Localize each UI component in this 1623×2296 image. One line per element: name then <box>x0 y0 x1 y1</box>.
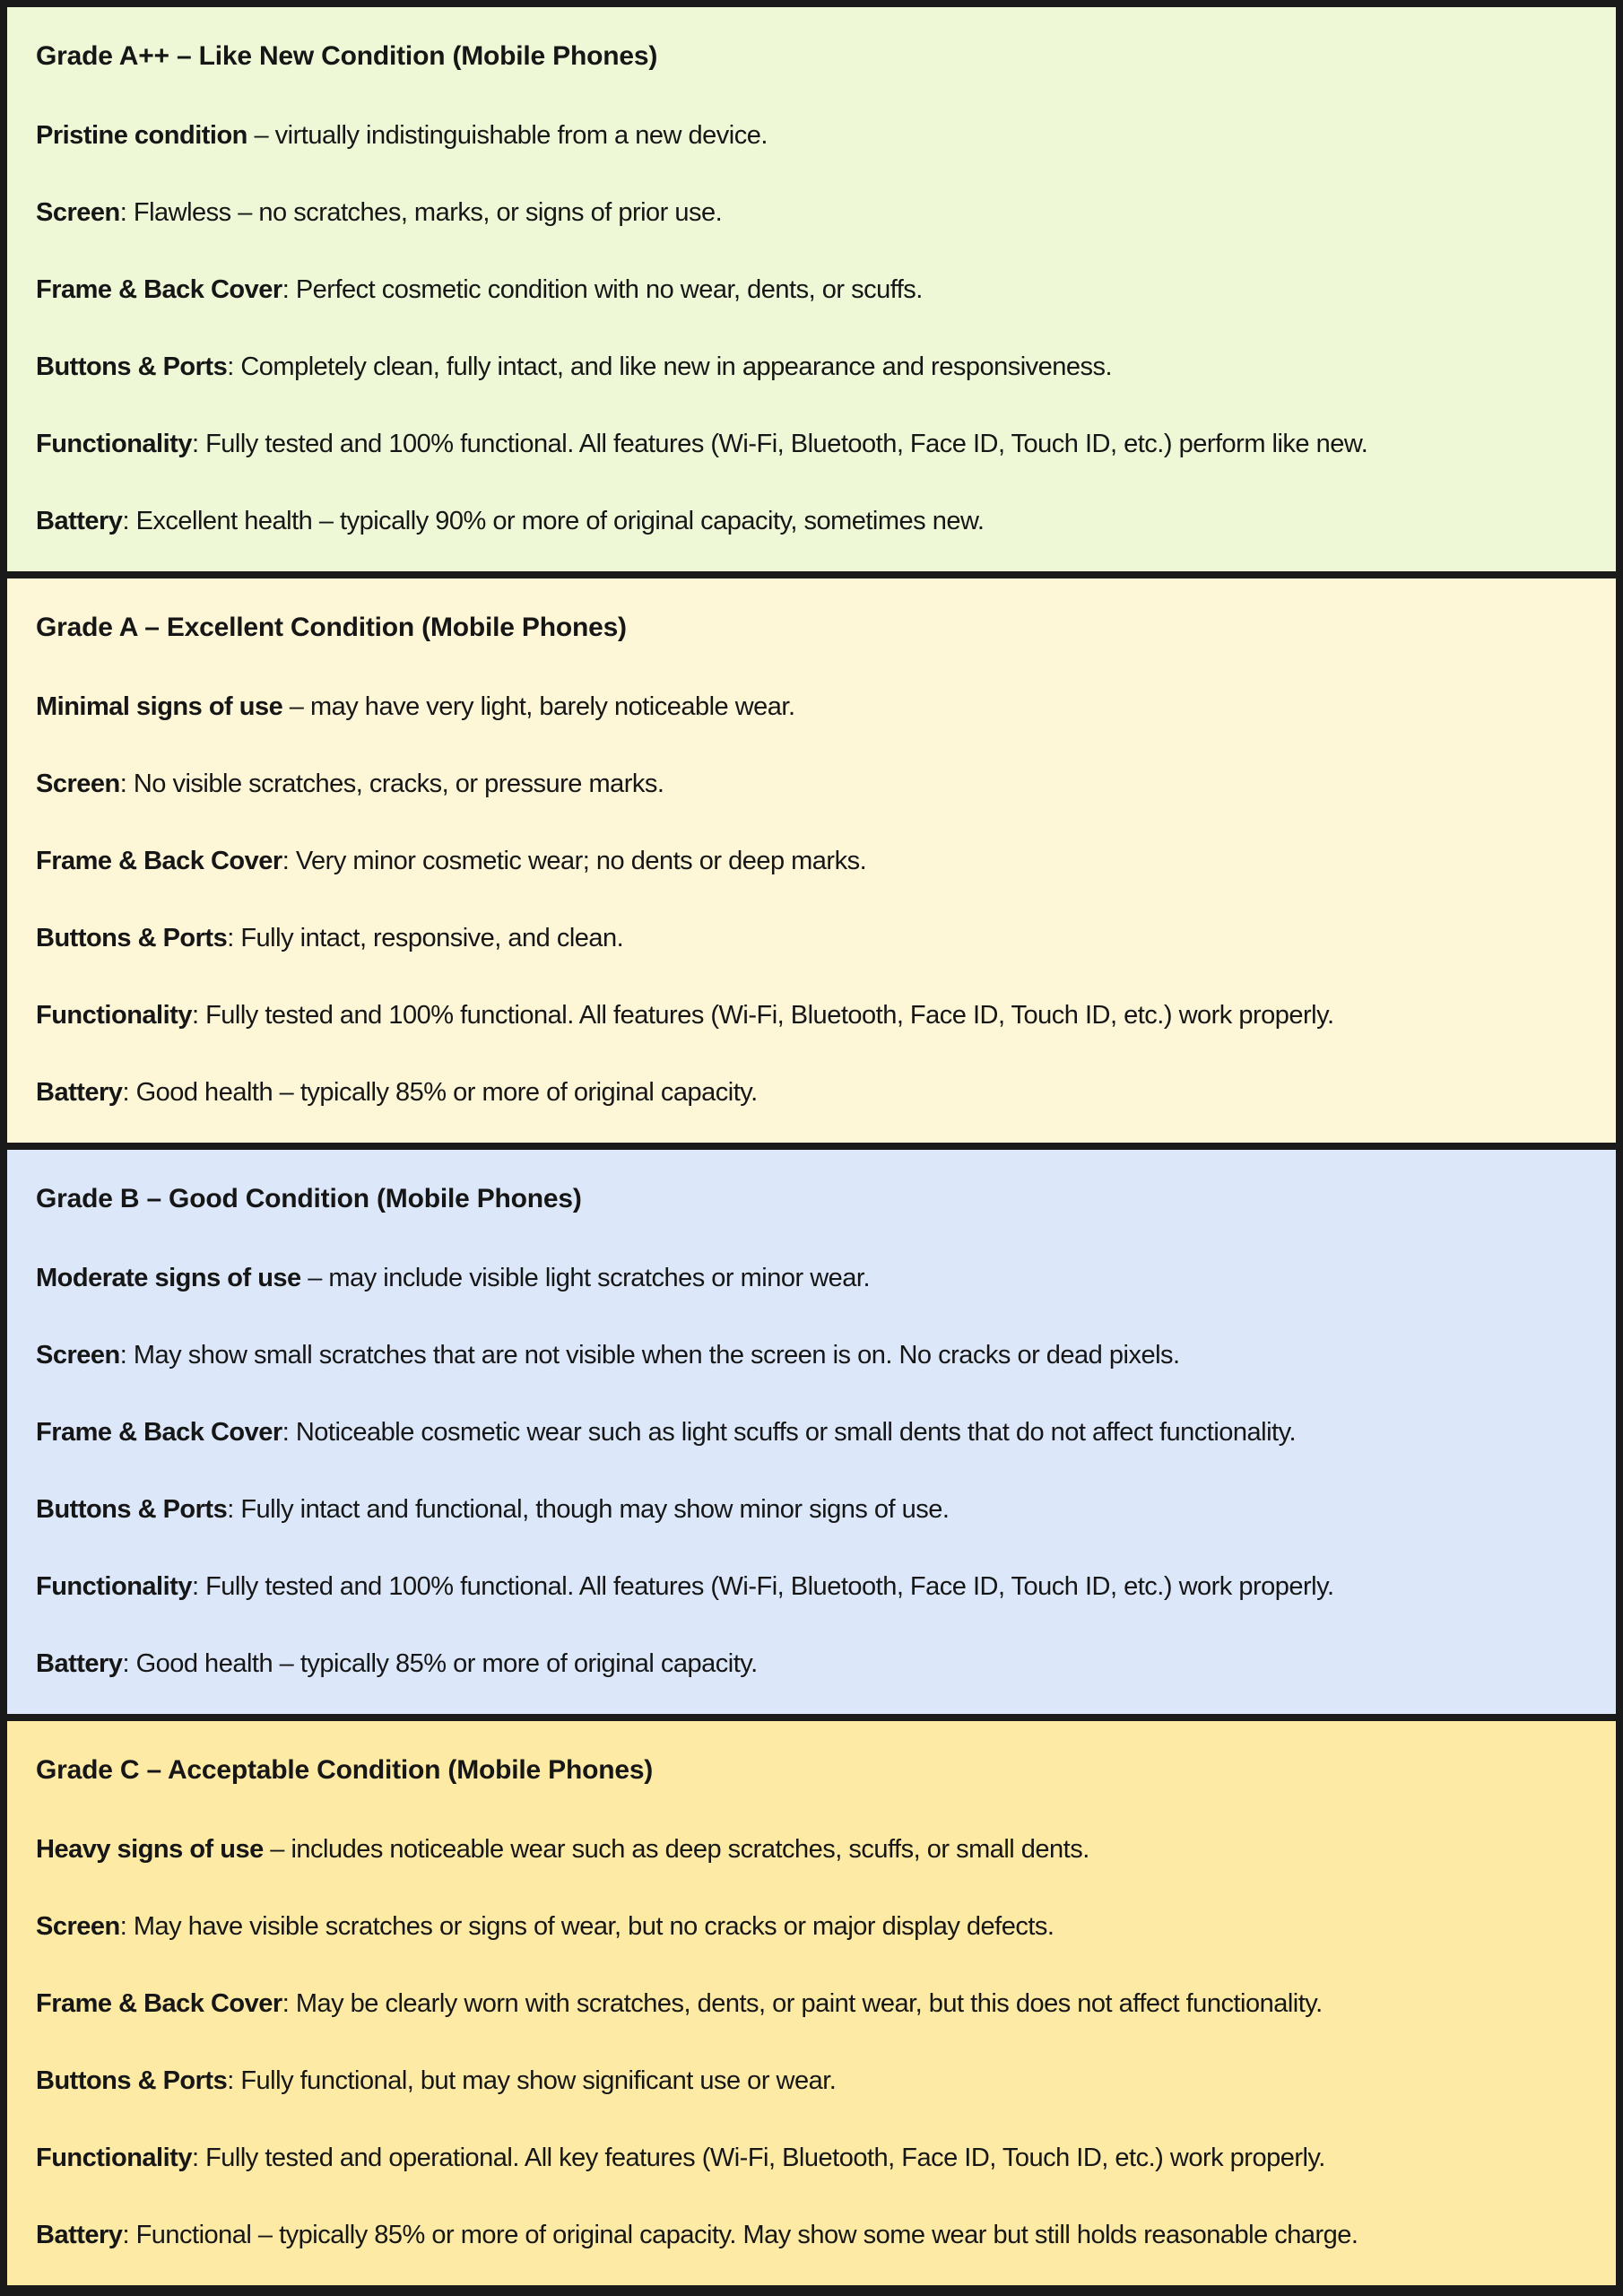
spec-separator: : <box>191 430 206 458</box>
functionality-row <box>36 2141 1585 2175</box>
spec-text: May have visible scratches or signs of wear, but no cracks or major display defects. <box>133 1912 1055 1941</box>
spec-label: Frame & Back Cover <box>36 847 282 875</box>
spec-label: Functionality <box>36 1001 192 1030</box>
spec-label: Functionality <box>36 2144 192 2172</box>
spec-text: Fully tested and 100% functional. All features (Wi-Fi, Bluetooth, Face ID, Touch ID, etc.) work properly. <box>205 1572 1334 1601</box>
spec-label: Screen <box>36 770 120 798</box>
spec-text: Fully intact, responsive, and clean. <box>240 924 624 952</box>
section-grade-a-plus-plus <box>7 7 1616 571</box>
spec-label: Functionality <box>36 430 192 458</box>
spec-separator: – <box>300 1264 329 1292</box>
spec-text: Fully tested and 100% functional. All features (Wi-Fi, Bluetooth, Face ID, Touch ID, etc.) perform like new. <box>205 430 1368 458</box>
spec-separator: – <box>282 692 310 721</box>
spec-separator: : <box>282 1989 296 2018</box>
spec-text: Fully functional, but may show significant use or wear. <box>240 2066 837 2095</box>
spec-separator: : <box>227 924 241 952</box>
condition-summary-row <box>36 1832 1585 1866</box>
battery-row <box>36 2218 1585 2252</box>
spec-label: Minimal signs of use <box>36 692 283 721</box>
spec-label: Frame & Back Cover <box>36 1418 282 1447</box>
spec-text: Fully tested and operational. All key features (Wi-Fi, Bluetooth, Face ID, Touch ID, etc.) work properly. <box>205 2144 1325 2172</box>
frame-back-cover-row <box>36 1987 1585 2021</box>
functionality-row <box>36 1570 1585 1604</box>
battery-row <box>36 504 1585 538</box>
frame-back-cover-row <box>36 273 1585 307</box>
section-title: Grade A++ – Like New Condition (Mobile Phones) <box>36 41 658 71</box>
condition-summary-row <box>36 118 1585 152</box>
section-title: Grade A – Excellent Condition (Mobile Phones) <box>36 613 627 642</box>
section-grade-b <box>7 1150 1616 1714</box>
buttons-ports-row <box>36 1492 1585 1526</box>
spec-separator: – <box>247 121 275 150</box>
spec-text: Excellent health – typically 90% or more of original capacity, sometimes new. <box>135 507 985 535</box>
spec-separator: : <box>122 1649 136 1678</box>
spec-separator: : <box>227 2066 241 2095</box>
spec-label: Functionality <box>36 1572 192 1601</box>
spec-text: virtually indistinguishable from a new device. <box>274 121 768 150</box>
spec-text: Good health – typically 85% or more of original capacity. <box>135 1078 758 1107</box>
battery-row <box>36 1075 1585 1109</box>
spec-text: Noticeable cosmetic wear such as light scuffs or small dents that do not affect functionality. <box>295 1418 1297 1447</box>
section-title: Grade B – Good Condition (Mobile Phones) <box>36 1184 582 1213</box>
spec-separator: : <box>282 1418 296 1447</box>
spec-label: Battery <box>36 1078 123 1107</box>
spec-label: Frame & Back Cover <box>36 1989 282 2018</box>
spec-separator: – <box>263 1835 291 1864</box>
screen-row <box>36 1338 1585 1372</box>
spec-label: Moderate signs of use <box>36 1264 301 1292</box>
spec-label: Buttons & Ports <box>36 352 228 381</box>
screen-row <box>36 196 1585 230</box>
spec-label: Screen <box>36 198 120 227</box>
spec-separator: : <box>122 507 136 535</box>
screen-row <box>36 1909 1585 1944</box>
section-grade-c <box>7 1721 1616 2285</box>
spec-label: Buttons & Ports <box>36 2066 228 2095</box>
spec-label: Buttons & Ports <box>36 1495 228 1524</box>
spec-label: Pristine condition <box>36 121 247 150</box>
functionality-row <box>36 427 1585 461</box>
spec-text: Functional – typically 85% or more of original capacity. May show some wear but still holds reasonable charge. <box>135 2221 1358 2249</box>
condition-summary-row <box>36 690 1585 724</box>
spec-label: Frame & Back Cover <box>36 275 282 304</box>
condition-summary-row <box>36 1261 1585 1295</box>
spec-separator: : <box>227 352 241 381</box>
spec-separator: : <box>122 1078 136 1107</box>
spec-label: Buttons & Ports <box>36 924 228 952</box>
section-grade-a <box>7 578 1616 1143</box>
battery-row <box>36 1647 1585 1681</box>
spec-text: Very minor cosmetic wear; no dents or deep marks. <box>295 847 867 875</box>
spec-separator: : <box>119 1341 134 1370</box>
spec-text: Fully tested and 100% functional. All features (Wi-Fi, Bluetooth, Face ID, Touch ID, etc.) work properly. <box>205 1001 1334 1030</box>
spec-label: Battery <box>36 507 123 535</box>
spec-text: Fully intact and functional, though may show minor signs of use. <box>240 1495 950 1524</box>
spec-text: Completely clean, fully intact, and like new in appearance and responsiveness. <box>240 352 1113 381</box>
spec-separator: : <box>191 2144 206 2172</box>
spec-text: Flawless – no scratches, marks, or signs of prior use. <box>133 198 723 227</box>
spec-separator: : <box>119 1912 134 1941</box>
spec-separator: : <box>119 770 134 798</box>
spec-label: Heavy signs of use <box>36 1835 264 1864</box>
spec-label: Battery <box>36 2221 123 2249</box>
spec-label: Screen <box>36 1341 120 1370</box>
spec-text: No visible scratches, cracks, or pressure marks. <box>133 770 664 798</box>
buttons-ports-row <box>36 921 1585 955</box>
spec-separator: : <box>122 2221 136 2249</box>
functionality-row <box>36 998 1585 1032</box>
spec-separator: : <box>227 1495 241 1524</box>
spec-text: may include visible light scratches or minor wear. <box>328 1264 871 1292</box>
section-title: Grade C – Acceptable Condition (Mobile Phones) <box>36 1755 654 1785</box>
frame-back-cover-row <box>36 844 1585 878</box>
spec-label: Battery <box>36 1649 123 1678</box>
buttons-ports-row <box>36 2064 1585 2098</box>
spec-text: Good health – typically 85% or more of original capacity. <box>135 1649 758 1678</box>
spec-text: May be clearly worn with scratches, dents, or paint wear, but this does not affect functionality. <box>295 1989 1323 2018</box>
spec-label: Screen <box>36 1912 120 1941</box>
buttons-ports-row <box>36 350 1585 384</box>
spec-text: may have very light, barely noticeable wear. <box>309 692 795 721</box>
spec-separator: : <box>191 1572 206 1601</box>
spec-text: Perfect cosmetic condition with no wear, dents, or scuffs. <box>295 275 923 304</box>
spec-separator: : <box>119 198 134 227</box>
screen-row <box>36 767 1585 801</box>
spec-separator: : <box>191 1001 206 1030</box>
spec-separator: : <box>282 847 296 875</box>
spec-text: includes noticeable wear such as deep scratches, scuffs, or small dents. <box>291 1835 1089 1864</box>
frame-back-cover-row <box>36 1415 1585 1449</box>
spec-text: May show small scratches that are not visible when the screen is on. No cracks or dead pixels. <box>133 1341 1180 1370</box>
spec-separator: : <box>282 275 296 304</box>
